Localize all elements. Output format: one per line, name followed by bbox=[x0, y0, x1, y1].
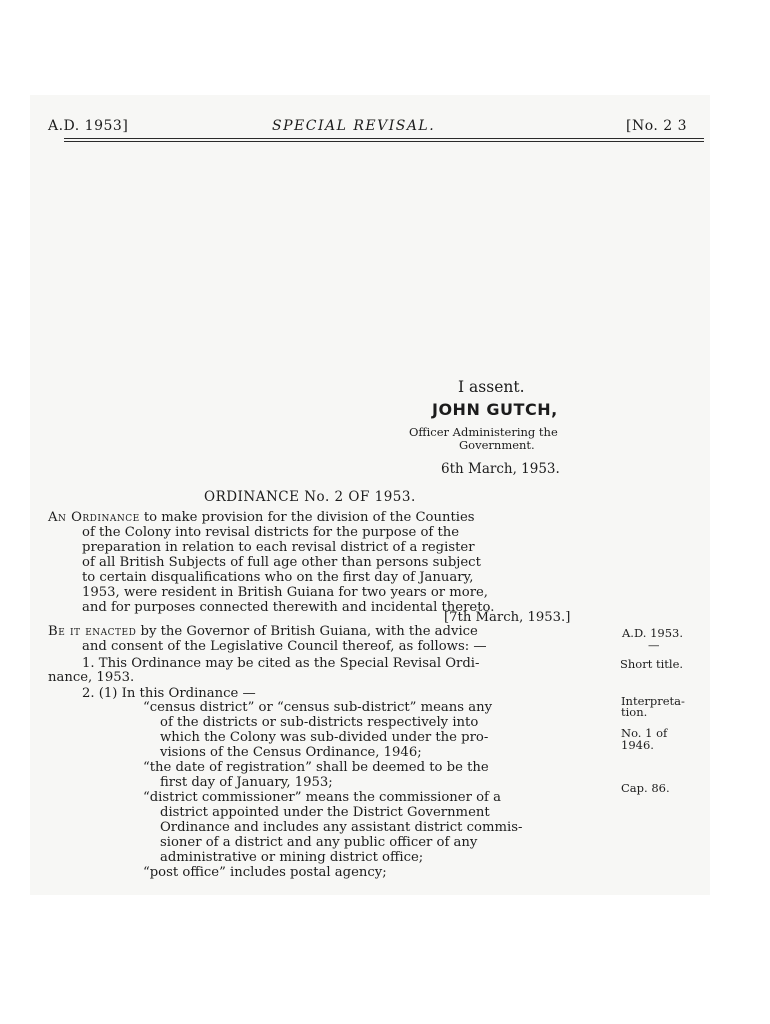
definition-line: sioner of a district and any public officer of any bbox=[160, 835, 478, 850]
header-rule-top bbox=[64, 138, 704, 139]
long-title-line: of the Colony into revisal districts for the purpose of the bbox=[82, 525, 460, 540]
long-title-line: to certain disqualifications who on the first day of January, bbox=[82, 570, 474, 585]
enacting-line: and consent of the Legislative Council thereof, as follows: — bbox=[82, 639, 487, 654]
header-number: [No. 2 3 bbox=[626, 118, 688, 134]
assent-role-1: Officer Administering the bbox=[409, 425, 558, 439]
section-1-line: 1. This Ordinance may be cited as the Special Revisal Ordi- bbox=[82, 656, 480, 671]
definition-line: “the date of registration” shall be deemed to be the bbox=[143, 760, 489, 775]
definition-line: “post office” includes postal agency; bbox=[143, 865, 387, 880]
enacting-lead: Be it enacted bbox=[48, 624, 137, 639]
assent-name: JOHN GUTCH, bbox=[432, 400, 558, 419]
long-title-line: of all British Subjects of full age other than persons subject bbox=[82, 555, 481, 570]
assent-role-2: Government. bbox=[459, 438, 535, 452]
margin-note-interpretation-1: Interpreta- bbox=[621, 694, 685, 708]
definition-line: “census district” or “census sub-district” means any bbox=[143, 700, 493, 715]
margin-note-census-ref-1: No. 1 of bbox=[621, 726, 668, 740]
long-title-line: 1953, were resident in British Guiana for two years or more, bbox=[82, 585, 488, 600]
section-1-line: nance, 1953. bbox=[48, 670, 135, 685]
enacting-line bbox=[48, 624, 478, 639]
margin-note-interpretation-2: tion. bbox=[621, 705, 648, 719]
margin-note-ad: A.D. 1953. bbox=[622, 626, 684, 640]
section-2-line: 2. (1) In this Ordinance — bbox=[82, 686, 256, 701]
enacting-text: by the Governor of British Guiana, with the advice bbox=[140, 624, 478, 639]
long-title-line: preparation in relation to each revisal district of a register bbox=[82, 540, 475, 555]
header-rule-bottom bbox=[64, 141, 704, 142]
definition-line: which the Colony was sub-divided under the pro- bbox=[160, 730, 489, 745]
margin-note-cap: Cap. 86. bbox=[621, 781, 670, 795]
margin-note-census-ref-2: 1946. bbox=[621, 738, 654, 752]
long-title-text: to make provision for the division of the Counties bbox=[143, 510, 475, 525]
header-title: SPECIAL REVISAL. bbox=[272, 118, 436, 134]
definition-line: Ordinance and includes any assistant district commis- bbox=[160, 820, 523, 835]
definition-line: first day of January, 1953; bbox=[160, 775, 333, 790]
margin-note-dash: — bbox=[648, 638, 660, 652]
long-title-date: [7th March, 1953.] bbox=[444, 610, 571, 625]
definition-line: administrative or mining district office; bbox=[160, 850, 424, 865]
definition-line: of the districts or sub-districts respectively into bbox=[160, 715, 479, 730]
definition-line: visions of the Census Ordinance, 1946; bbox=[160, 745, 422, 760]
long-title-lead: An Ordinance bbox=[48, 510, 140, 525]
header-year: A.D. 1953] bbox=[48, 118, 129, 134]
assent-line: I assent. bbox=[458, 378, 525, 396]
long-title-line bbox=[48, 510, 475, 525]
margin-note-short-title: Short title. bbox=[620, 657, 684, 671]
long-title-line: and for purposes connected therewith and incidental thereto. bbox=[82, 600, 495, 615]
ordinance-title: ORDINANCE No. 2 OF 1953. bbox=[204, 489, 416, 505]
assent-date: 6th March, 1953. bbox=[441, 461, 560, 477]
definition-line: district appointed under the District Government bbox=[160, 805, 490, 820]
definition-line: “district commissioner” means the commissioner of a bbox=[143, 790, 501, 805]
